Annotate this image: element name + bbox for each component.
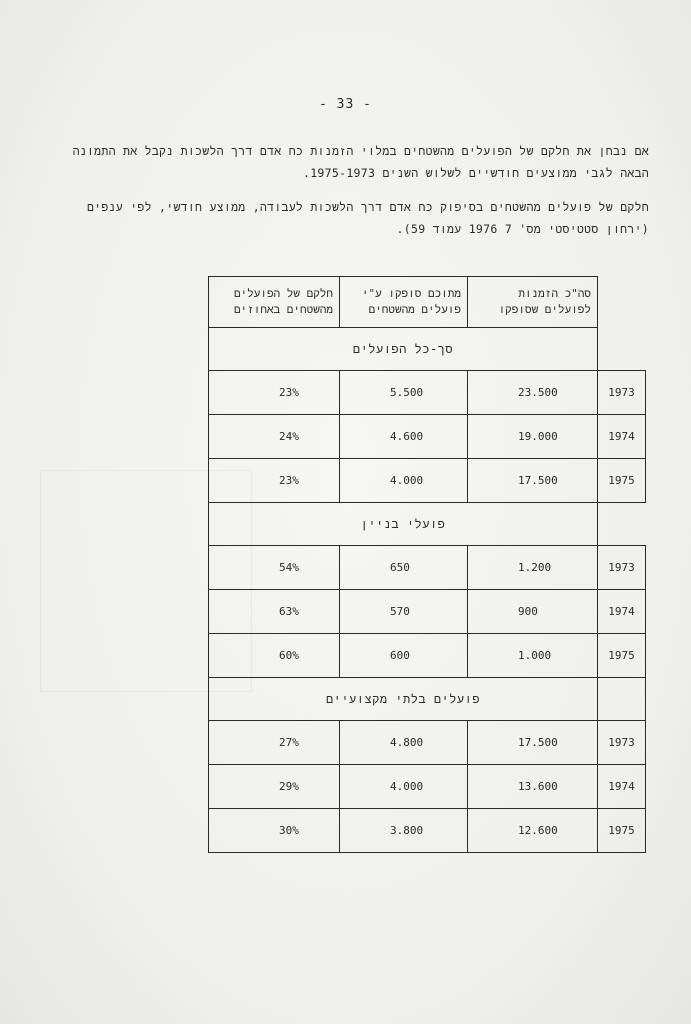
section-year-blank [598,503,646,546]
table-row [209,634,646,678]
table-row [209,590,646,634]
total-orders-cell: 13.600 [468,765,598,809]
table-row [209,809,646,853]
share-percent-cell: 54% [209,546,340,590]
total-orders-cell: 17.500 [468,459,598,503]
from-territories-cell: 650 [340,546,468,590]
total-orders-cell: 12.600 [468,809,598,853]
share-percent-cell: 29% [209,765,340,809]
section-title: סך-כל הפועלים [209,328,598,371]
year-cell: 1975 [598,459,646,503]
section-year-blank [598,328,646,371]
total-orders-cell: 1.200 [468,546,598,590]
share-percent-cell: 23% [209,459,340,503]
section-row [209,503,646,546]
year-cell: 1975 [598,809,646,853]
year-cell: 1975 [598,634,646,678]
from-territories-cell: 570 [340,590,468,634]
total-orders-cell: 23.500 [468,371,598,415]
total-orders-cell: 19.000 [468,415,598,459]
table-row [209,459,646,503]
from-territories-cell: 4.800 [340,721,468,765]
year-cell: 1973 [598,371,646,415]
table-header-row [209,277,646,328]
section-year-blank [598,678,646,721]
table-row [209,765,646,809]
statistics-table [208,276,646,853]
year-cell: 1973 [598,721,646,765]
share-percent-cell: 27% [209,721,340,765]
statistics-table-container [208,276,645,856]
share-percent-cell: 24% [209,415,340,459]
table-caption: חלקם של פועלים מהשטחים בסיפוק כח אדם דרך הלשכות לעבודה, ממוצע חודשי, לפי ענפים (ירחון סטטיסטי מס' 7 1976 עמוד 59). [86,200,649,236]
section-title: פועלי בניין [209,503,598,546]
from-territories-cell: 600 [340,634,468,678]
section-row [209,328,646,371]
intro-paragraph: אם נבחן את חלקם של הפועלים מהשטחים במלוי הזמנות כח אדם דרך הלשכות נקבל את התמונה הבאה לגבי ממוצעים חודשיים לשלוש השנים 1975-1973. [72,144,649,180]
share-percent-cell: 23% [209,371,340,415]
share-percent-cell: 30% [209,809,340,853]
table-row [209,546,646,590]
table-row [209,371,646,415]
year-cell: 1974 [598,590,646,634]
total-orders-cell: 900 [468,590,598,634]
from-territories-cell: 4.000 [340,459,468,503]
total-orders-cell: 1.000 [468,634,598,678]
share-percent-cell: 63% [209,590,340,634]
header-from-territories: מתוכם סופקו ע"י פועלים מהשטחים [340,277,468,328]
total-orders-cell: 17.500 [468,721,598,765]
from-territories-cell: 5.500 [340,371,468,415]
from-territories-cell: 3.800 [340,809,468,853]
year-cell: 1973 [598,546,646,590]
table-row [209,721,646,765]
from-territories-cell: 4.600 [340,415,468,459]
page-number: - 33 - [319,97,372,112]
header-total-orders: סה"כ הזמנות לפועלים שסופקו [468,277,598,328]
year-cell: 1974 [598,765,646,809]
from-territories-cell: 4.000 [340,765,468,809]
year-cell: 1974 [598,415,646,459]
table-row [209,415,646,459]
share-percent-cell: 60% [209,634,340,678]
header-share-percent: חלקם של הפועלים מהשטחים באחוזים [209,277,340,328]
header-year-cell [598,277,646,328]
section-row [209,678,646,721]
section-title: פועלים בלתי מקצועיים [209,678,598,721]
